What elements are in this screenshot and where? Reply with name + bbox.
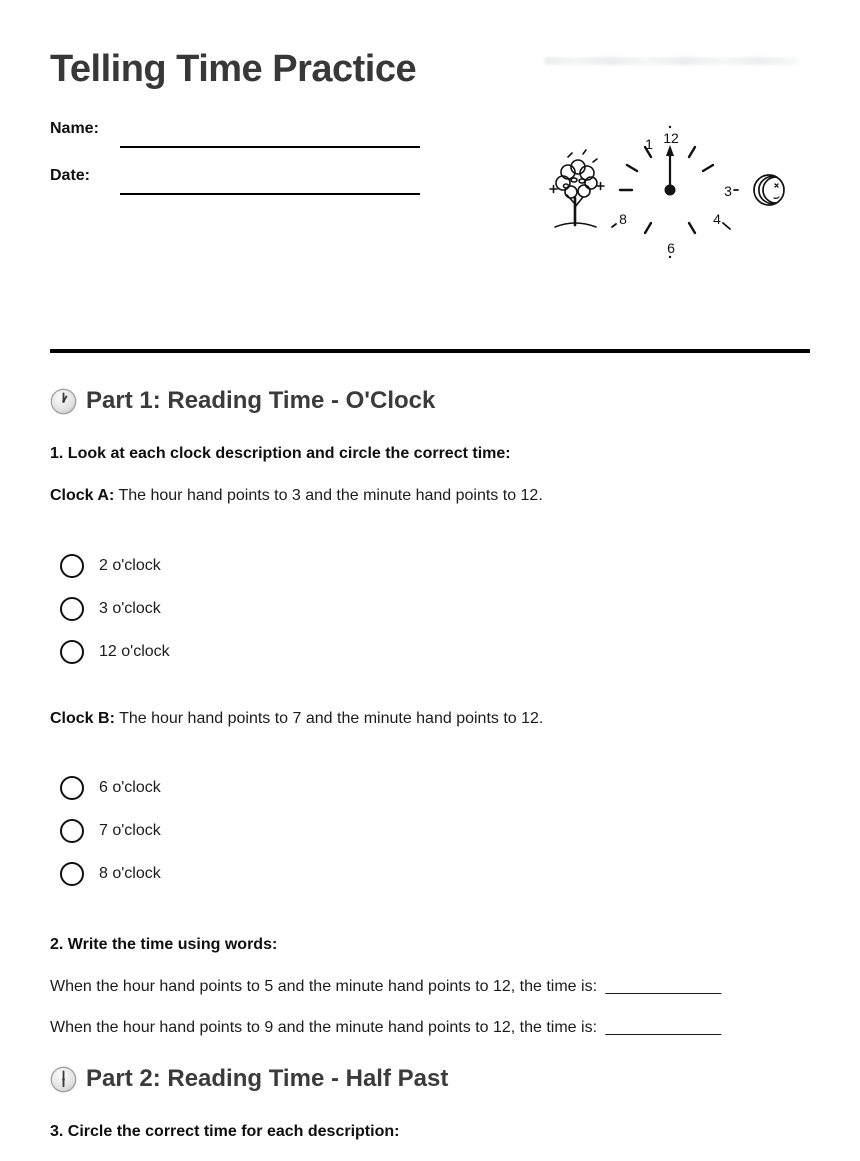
option-row — [60, 775, 161, 800]
option-label: 6 o'clock — [99, 778, 161, 796]
svg-text:4: 4 — [713, 211, 721, 227]
part2-heading-text: Part 2: Reading Time - Half Past — [86, 1065, 449, 1093]
fill-in-text: When the hour hand points to 9 and the minute hand points to 12, the time is: — [50, 1019, 598, 1036]
part1-heading — [50, 388, 435, 415]
answer-blank: _____________ — [605, 1019, 722, 1036]
option-row — [60, 639, 170, 664]
clock-one-oclock-icon — [50, 388, 77, 415]
svg-text:1: 1 — [645, 136, 653, 152]
radio-circle[interactable] — [60, 640, 84, 664]
clock-a-label: Clock A: — [50, 487, 115, 504]
page-title: Telling Time Practice — [50, 48, 417, 90]
answer-blank: _____________ — [605, 978, 722, 995]
svg-text:8: 8 — [619, 211, 627, 227]
clock-scene-illustration — [538, 50, 810, 262]
option-label: 2 o'clock — [99, 556, 161, 574]
tree-illustration — [550, 150, 604, 227]
option-label: 8 o'clock — [99, 864, 161, 882]
clock-numbers — [619, 130, 732, 256]
option-row — [60, 818, 161, 843]
radio-circle[interactable] — [60, 862, 84, 886]
question3-prompt: 3. Circle the correct time for each description: — [50, 1123, 400, 1140]
clock-six-oclock-icon — [50, 1066, 77, 1093]
svg-text:12: 12 — [663, 130, 679, 146]
clock-a-description — [50, 487, 543, 505]
radio-circle[interactable] — [60, 819, 84, 843]
radio-circle[interactable] — [60, 776, 84, 800]
clock-b-text: The hour hand points to 7 and the minute hand points to 12. — [119, 710, 544, 727]
clock-b-description — [50, 710, 543, 728]
fill-in-text: When the hour hand points to 5 and the minute hand points to 12, the time is: — [50, 978, 598, 995]
name-field-line — [120, 146, 420, 148]
option-label: 7 o'clock — [99, 821, 161, 839]
part1-heading-text: Part 1: Reading Time - O'Clock — [86, 387, 436, 415]
clock-a-options — [60, 553, 170, 682]
question1-prompt: 1. Look at each clock description and circle the correct time: — [50, 445, 511, 462]
clock-b-options — [60, 775, 161, 904]
question2-prompt: 2. Write the time using words: — [50, 936, 278, 953]
header-illustration — [538, 50, 810, 262]
option-row — [60, 553, 170, 578]
fill-in-line — [50, 1019, 721, 1037]
option-label: 3 o'clock — [99, 599, 161, 617]
date-field-line — [120, 193, 420, 195]
radio-circle[interactable] — [60, 554, 84, 578]
option-row — [60, 861, 161, 886]
part2-heading — [50, 1066, 448, 1093]
clock-a-text: The hour hand points to 3 and the minute hand points to 12. — [118, 487, 543, 504]
date-label: Date: — [50, 167, 91, 184]
radio-circle[interactable] — [60, 597, 84, 621]
svg-text:3: 3 — [724, 183, 732, 199]
option-row — [60, 596, 170, 621]
name-label: Name: — [50, 120, 99, 137]
option-label: 12 o'clock — [99, 642, 170, 660]
fill-in-line — [50, 978, 721, 996]
section-divider — [50, 349, 810, 353]
svg-text:6: 6 — [667, 240, 675, 256]
moon-illustration — [754, 175, 784, 205]
clock-b-label: Clock B: — [50, 710, 115, 727]
